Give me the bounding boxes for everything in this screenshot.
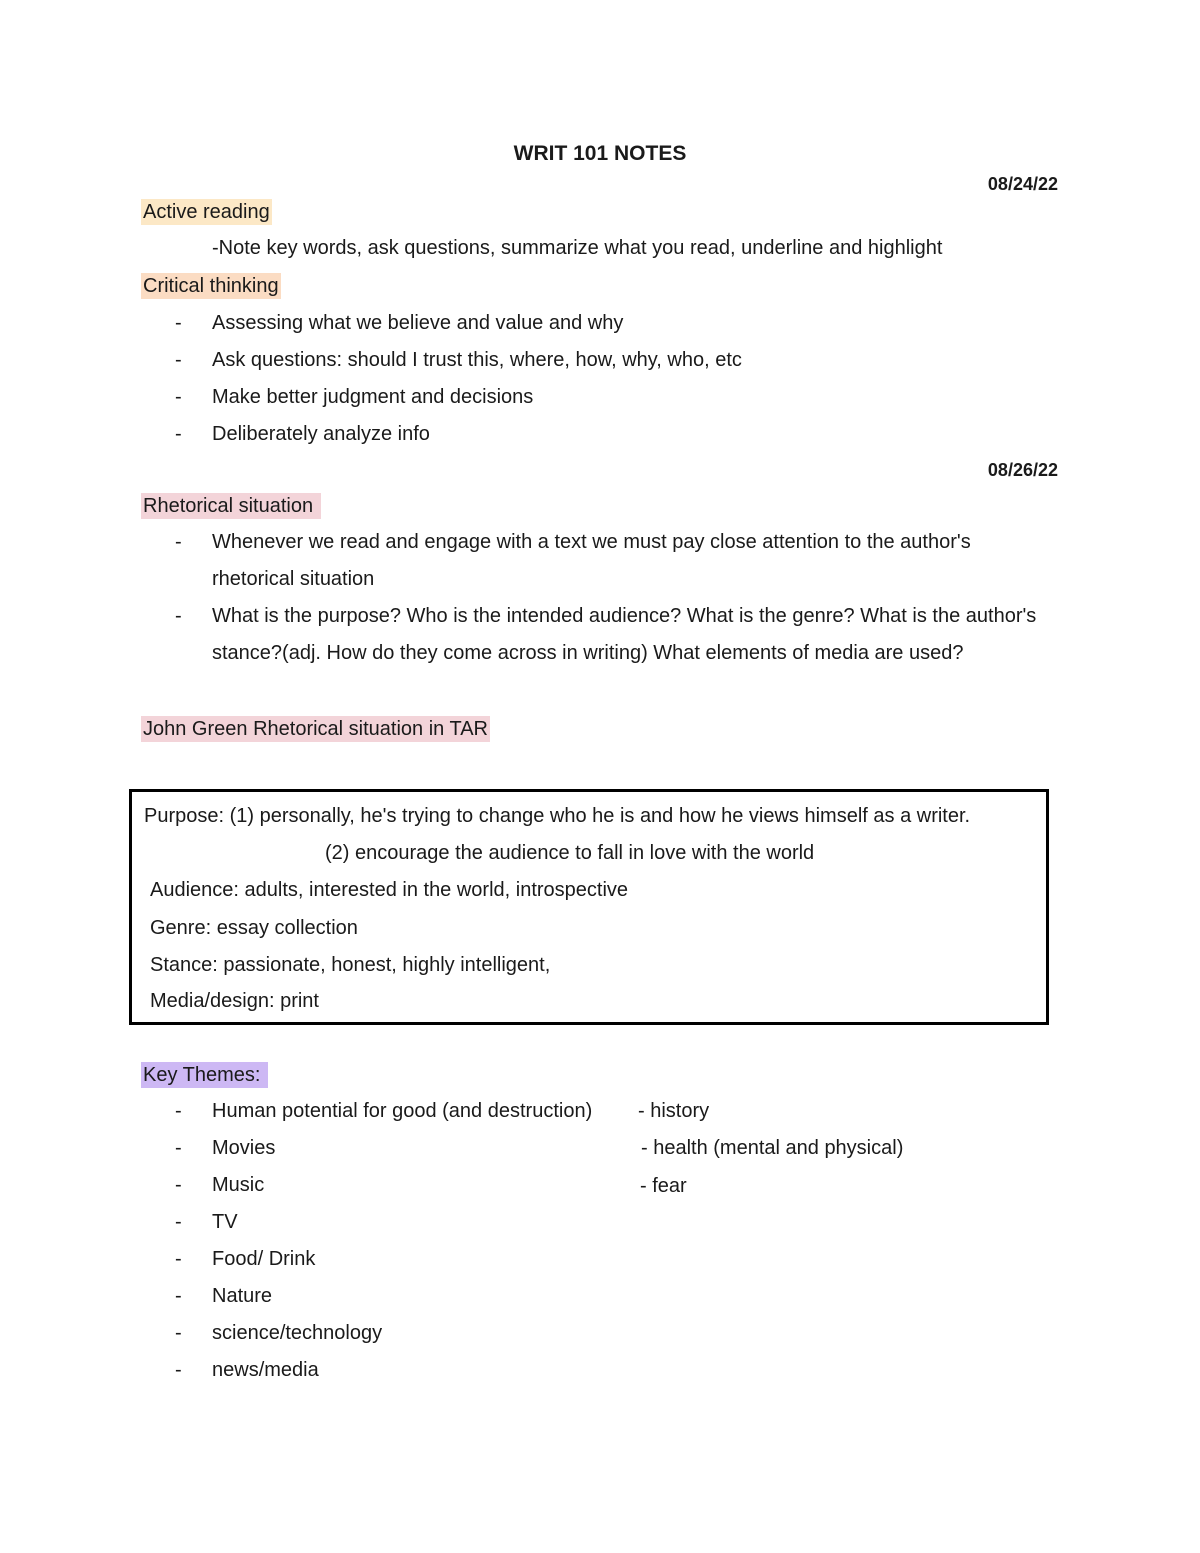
list-item: - Movies — [175, 1130, 592, 1167]
list-item: - Deliberately analyze info — [175, 416, 742, 453]
list-item: - Music — [175, 1167, 592, 1204]
heading-critical-thinking: Critical thinking — [143, 275, 279, 297]
theme-right-health: - health (mental and physical) — [641, 1137, 904, 1159]
date-1: 08/24/22 — [987, 174, 1058, 194]
list-dash: - — [175, 1285, 182, 1307]
rhetorical-list — [175, 524, 1055, 672]
list-dash: - — [175, 1137, 182, 1159]
box-genre: Genre: essay collection — [150, 917, 358, 939]
box-stance: Stance: passionate, honest, highly intelligent, — [150, 954, 551, 976]
list-dash: - — [175, 531, 182, 553]
list-dash: - — [175, 386, 182, 408]
list-dash: - — [175, 1359, 182, 1381]
list-item: - Whenever we read and engage with a text we must pay close attention to the author's rhetorical situation — [175, 524, 1055, 598]
list-item: - Ask questions: should I trust this, where, how, why, who, etc — [175, 342, 742, 379]
box-audience: Audience: adults, interested in the world, introspective — [150, 879, 629, 901]
list-dash: - — [175, 349, 182, 371]
list-dash: - — [175, 1100, 182, 1122]
list-item: - TV — [175, 1204, 592, 1241]
list-item: - Nature — [175, 1278, 592, 1315]
key-themes-list — [175, 1093, 592, 1389]
critical-thinking-list — [175, 305, 742, 453]
heading-key-themes: Key Themes: — [141, 1062, 268, 1088]
active-reading-note: -Note key words, ask questions, summarize what you read, underline and highlight — [212, 237, 943, 259]
page-title: WRIT 101 NOTES — [513, 142, 687, 165]
list-item: - Human potential for good (and destruction) — [175, 1093, 592, 1130]
heading-active-reading: Active reading — [143, 201, 270, 223]
list-dash: - — [175, 605, 182, 627]
list-dash: - — [175, 1248, 182, 1270]
list-item: - news/media — [175, 1352, 592, 1389]
rhetorical-box — [129, 789, 1049, 1025]
theme-right-fear: - fear — [640, 1175, 687, 1197]
list-dash: - — [175, 1322, 182, 1344]
list-item: - What is the purpose? Who is the intended audience? What is the genre? What is the author's stance?(adj. How do they come across in writing) What elements of media are used? — [175, 598, 1055, 672]
list-dash: - — [175, 423, 182, 445]
box-purpose-2: (2) encourage the audience to fall in love with the world — [325, 842, 815, 864]
list-item: - Assessing what we believe and value and why — [175, 305, 742, 342]
heading-john-green: John Green Rhetorical situation in TAR — [143, 718, 488, 740]
theme-right-history: - history — [638, 1100, 710, 1122]
list-dash: - — [175, 1211, 182, 1233]
heading-rhetorical-situation: Rhetorical situation — [141, 493, 321, 519]
list-dash: - — [175, 312, 182, 334]
list-item: - Food/ Drink — [175, 1241, 592, 1278]
date-2: 08/26/22 — [987, 460, 1058, 480]
list-dash: - — [175, 1174, 182, 1196]
box-media: Media/design: print — [150, 990, 319, 1012]
list-item: - Make better judgment and decisions — [175, 379, 742, 416]
box-purpose-1: Purpose: (1) personally, he's trying to change who he is and how he views himself as a writer. — [144, 805, 971, 827]
list-item: - science/technology — [175, 1315, 592, 1352]
